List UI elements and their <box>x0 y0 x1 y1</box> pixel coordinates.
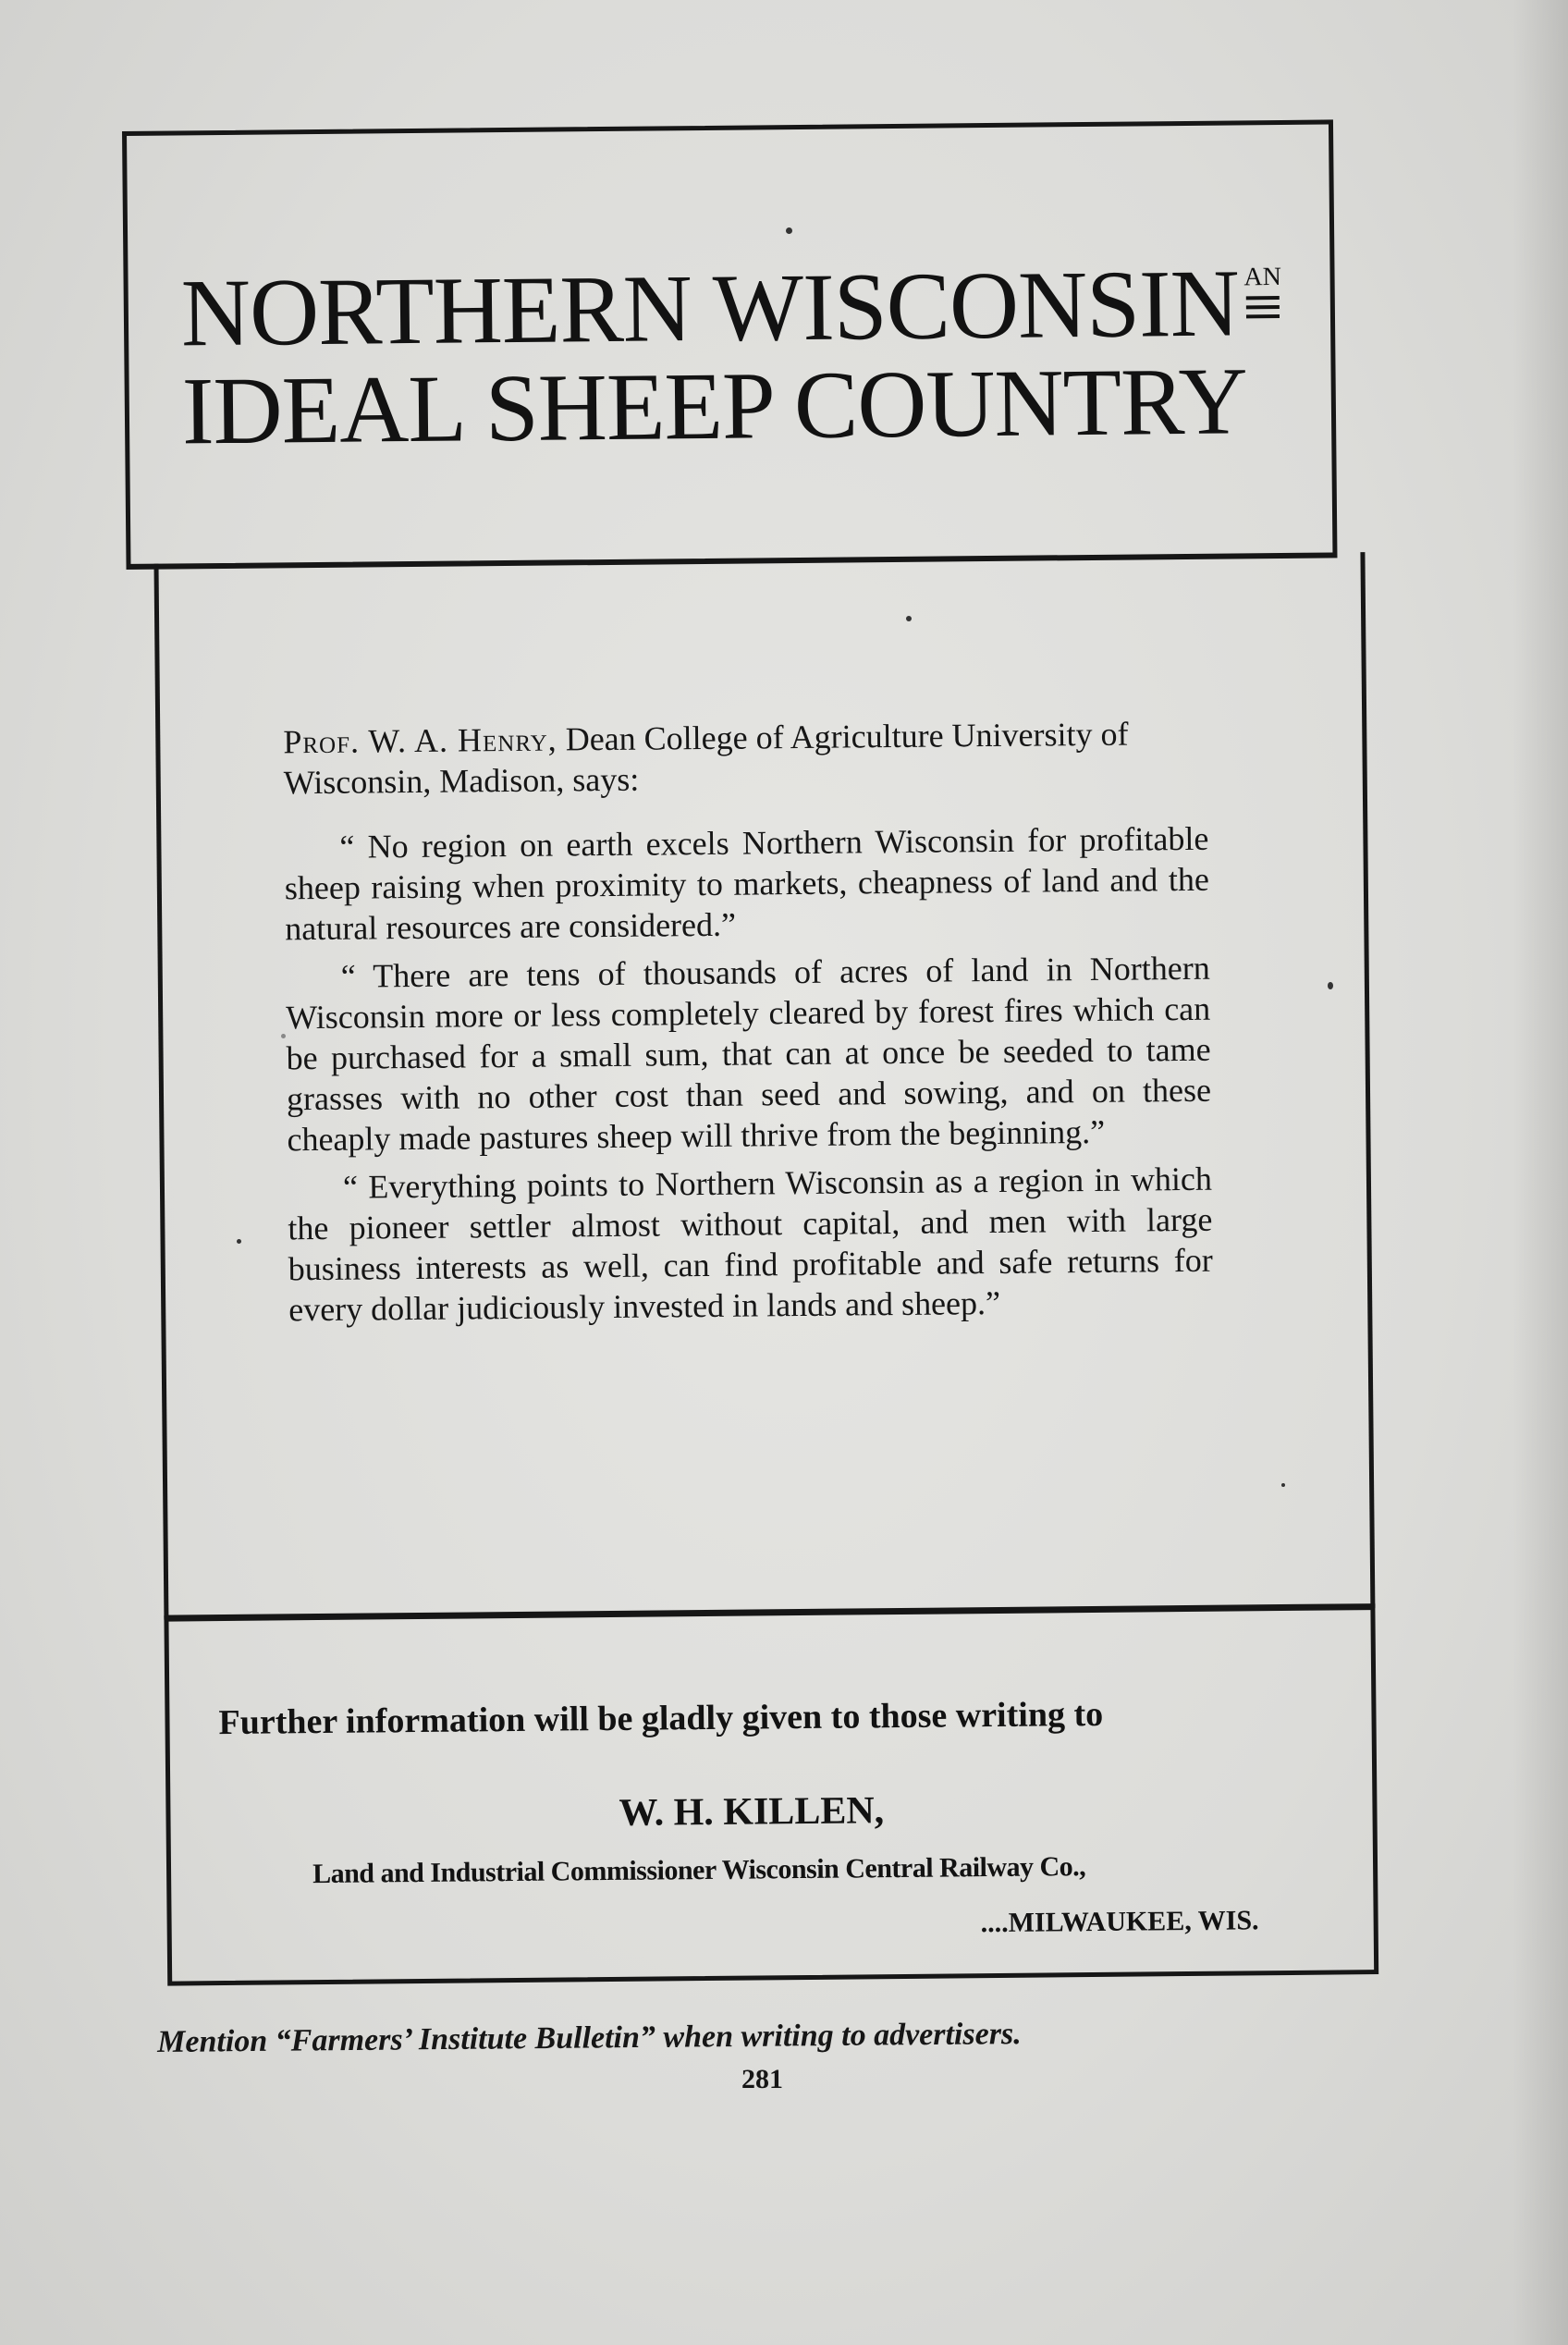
quote-paragraph: “ No region on earth excels Northern Wisconsin for profitable sheep raising when proximity to markets, cheapness of land and the natural resources are considered.” <box>284 819 1210 948</box>
contact-city: ....MILWAUKEE, WIS. <box>980 1905 1259 1939</box>
contact-name: W. H. KILLEN, <box>619 1789 885 1835</box>
headline-line-1: NORTHERN WISCONSIN <box>180 250 1240 367</box>
further-information: Further information will be gladly given to those writing to <box>218 1694 1104 1743</box>
quote-paragraph: “ Everything points to Northern Wisconsin as a region in which the pioneer settler almost without capital, and men with large business interests as well, can find profitable and safe returns for every dollar judiciously invested in lands and sheep.” <box>288 1160 1213 1329</box>
advertisement-frame <box>122 119 1378 2001</box>
headline-an-mark <box>1243 264 1281 318</box>
headline-an-text: AN <box>1243 262 1282 292</box>
page-edge-shadow <box>1513 0 1568 2345</box>
contact-title: Land and Industrial Commissioner Wisconsin Central Railway Co., <box>312 1851 1086 1890</box>
attribution-title: Dean College of Agriculture University of Wisconsin, Madison, says: <box>283 715 1129 802</box>
headline-an-rule <box>1246 314 1280 318</box>
print-speck <box>1328 982 1333 989</box>
quote-paragraph: “ There are tens of thousands of acres of land in Northern Wisconsin more or less completely cleared by forest fires which can be purchased for a small sum, that can at once be seeded to tame grasses with no other cost than seed and sowing, and on these cheaply made pastures sheep will thrive from the beginning.” <box>286 949 1212 1159</box>
print-speck <box>906 616 912 621</box>
print-speck <box>1281 1483 1285 1487</box>
headline-line-2: IDEAL SHEEP COUNTRY <box>181 348 1248 465</box>
mention-line: Mention “Farmers’ Institute Bulletin” when writing to advertisers. <box>157 2017 1022 2059</box>
attribution-name: Prof. W. A. Henry, <box>283 720 557 761</box>
attribution <box>283 713 1208 804</box>
page-number: 281 <box>741 2064 783 2094</box>
quote-area <box>283 713 1213 1338</box>
headline-an-rule <box>1246 296 1280 300</box>
print-speck <box>281 1034 286 1038</box>
print-speck <box>237 1239 241 1244</box>
print-speck <box>786 227 792 234</box>
headline-an-rule <box>1246 305 1280 309</box>
headline <box>180 252 1282 463</box>
